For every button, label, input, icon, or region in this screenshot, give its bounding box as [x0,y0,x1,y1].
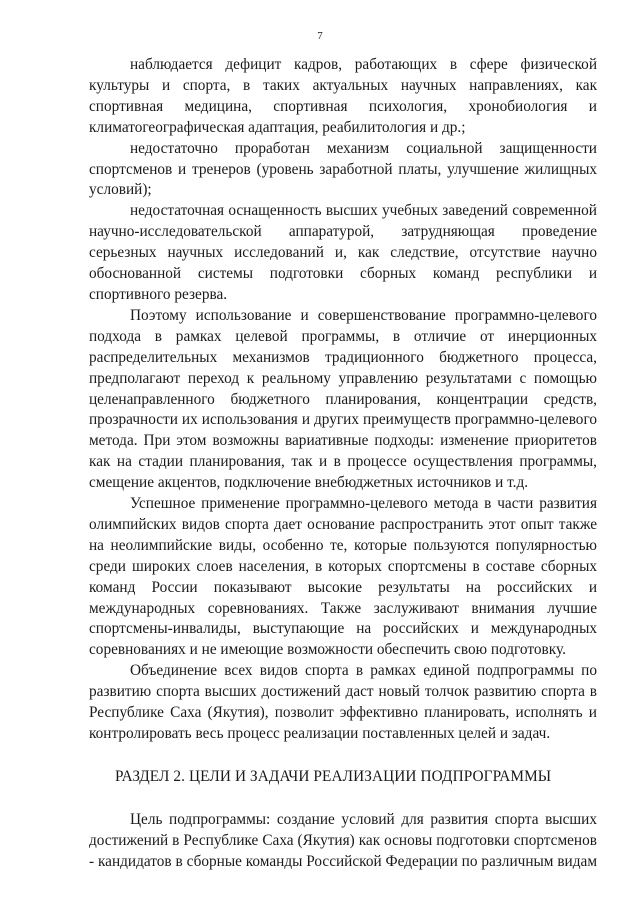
paragraph-program-approach: Поэтому использование и совершенствование программно-целевого подхода в рамках целевой программы, в отличие от инерционных распределительных механизмов традиционного бюджетного процесса, предполагают переход к реальному управлению результатами с помощью целенаправленного бюджетного планирования, концентрации средств, прозрачности их использования и других преимуществ программно-целевого метода. При этом возможны вариативные подходы: изменение приоритетов как на стадии планирования, так и в процессе осуществления программы, смещение акцентов, подключение внебюджетных источников и т.д. [89,306,597,492]
paragraph-unification: Объединение всех видов спорта в рамках единой подпрограммы по развитию спорта высших достижений даст новый толчок развитию спорта в Республике Саха (Якутия), позволит эффективно планировать, исполнять и контролировать весь процесс реализации поставленных целей и задач. [89,662,597,742]
paragraph-staff-shortage: наблюдается дефицит кадров, работающих в сфере физической культуры и спорта, в таких актуальных научных направлениях, как спортивная медицина, спортивная психология, хронобиология и климатогеографическая адаптация, реабилитология и др.; [89,56,597,136]
paragraph-goal: Цель подпрограммы: создание условий для развития спорта высших достижений в Республике Саха (Якутия) как основы подготовки спортсменов - кандидатов в сборные команды Российской Федерации по различным видам [89,810,597,870]
section-heading: РАЗДЕЛ 2. ЦЕЛИ И ЗАДАЧИ РЕАЛИЗАЦИИ ПОДПРОГРАММЫ [115,767,552,785]
page-number: 7 [317,30,323,42]
paragraph-olympic-sports: Успешное применение программно-целевого метода в части развития олимпийских видов спорта дает основание распространить этот опыт также на неолимпийские виды, особенно те, которые пользуются популярностью среди широких слоев населения, в которых спортсмены в составе сборных команд России показывают высокие результаты на российских и международных соревнованиях. Также заслуживают внимания лучшие спортсмены-инвалиды, выступающие на российских и международных соревнованиях и не имеющие возможности обеспечить свою подготовку. [89,495,597,659]
paragraph-equipment: недостаточная оснащенность высших учебных заведений современной научно-исследовательской аппаратурой, затрудняющая проведение серьезных научных исследований и, как следствие, отсутствие научно обоснованной системы подготовки сборных команд республики и спортивного резерва. [89,202,597,303]
page-content [89,55,597,873]
paragraph-social-protection: недостаточно проработан механизм социальной защищенности спортсменов и тренеров (уровень заработной платы, улучшение жилищных условий); [89,139,597,199]
